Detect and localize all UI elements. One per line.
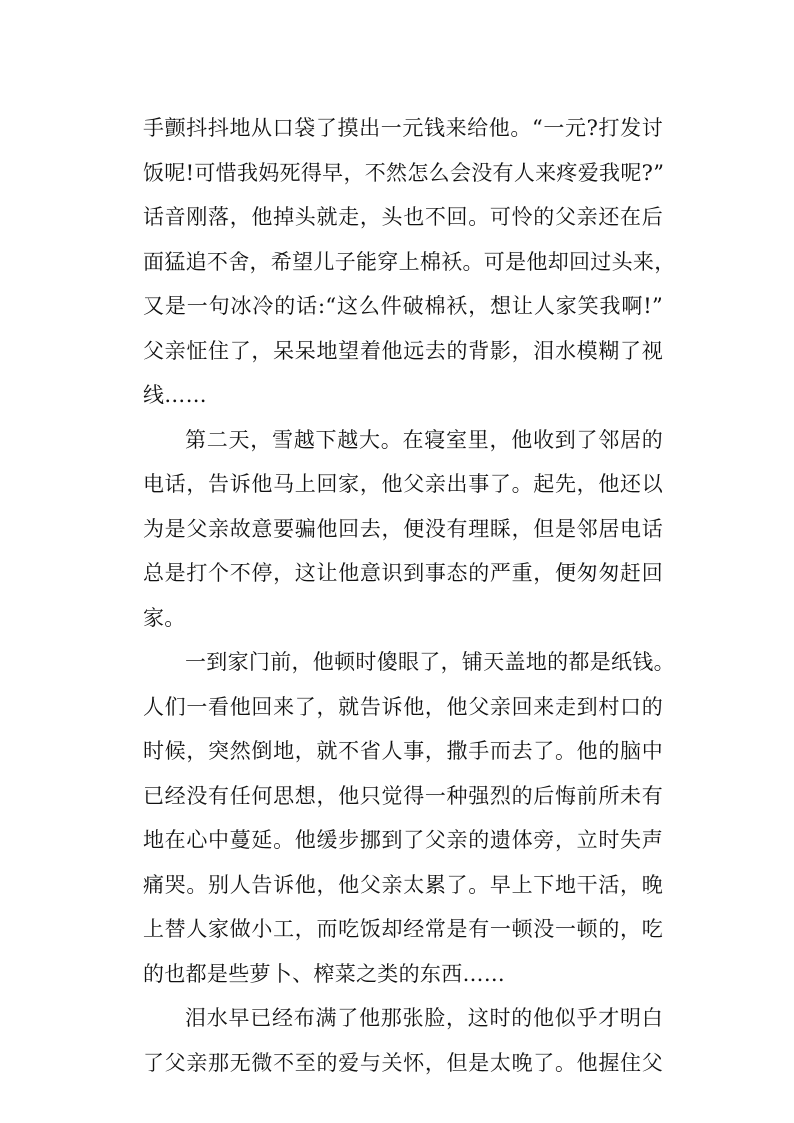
text-line: 电话，告诉他马上回家，他父亲出事了。起先，他还以 [143, 472, 663, 496]
text-line: 为是父亲故意要骗他回去，便没有理睬，但是邻居电话 [143, 516, 663, 541]
paragraph-start-line: 第二天，雪越下越大。在寝室里，他收到了邻居的 [185, 427, 663, 452]
text-line: 了父亲那无微不至的爱与关怀，但是太晚了。他握住父 [143, 1050, 663, 1075]
text-line: 已经没有任何思想，他只觉得一种强烈的后悔前所未有 [143, 783, 663, 808]
text-line: 地在心中蔓延。他缓步挪到了父亲的遗体旁，立时失声 [143, 828, 663, 852]
text-line: 时候，突然倒地，就不省人事，撒手而去了。他的脑中 [143, 739, 663, 763]
text-line: 手颤抖抖地从口袋了摸出一元钱来给他。“一元?打发讨 [143, 116, 663, 140]
text-line: 总是打个不停，这让他意识到事态的严重，便匆匆赶回 [143, 561, 663, 585]
text-line: 又是一句冰冷的话:“这么件破棉袄，想让人家笑我啊!” [143, 294, 663, 318]
text-line: 的也都是些萝卜、榨菜之类的东西…… [143, 961, 506, 986]
text-line: 面猛追不舍，希望儿子能穿上棉袄。可是他却回过头来， [143, 249, 676, 274]
paragraph-start-line: 泪水早已经布满了他那张脸，这时的他似乎才明白 [185, 1006, 663, 1030]
text-line: 线…… [143, 383, 207, 407]
text-line: 父亲怔住了，呆呆地望着他远去的背影，泪水模糊了视 [143, 338, 663, 363]
text-line: 家。 [143, 605, 186, 630]
text-line: 饭呢!可惜我妈死得早，不然怎么会没有人来疼爱我呢?” [143, 160, 665, 185]
text-line: 痛哭。别人告诉他，他父亲太累了。早上下地干活，晚 [143, 872, 663, 897]
body-text [143, 106, 676, 1085]
text-line: 上替人家做小工，而吃饭却经常是有一顿没一顿的，吃 [143, 917, 663, 941]
paragraph-start-line: 一到家门前，他顿时傻眼了，铺天盖地的都是纸钱。 [185, 650, 675, 674]
text-line: 人们一看他回来了，就告诉他，他父亲回来走到村口的 [143, 694, 663, 719]
text-line: 话音刚落，他掉头就走，头也不回。可怜的父亲还在后 [143, 205, 663, 229]
